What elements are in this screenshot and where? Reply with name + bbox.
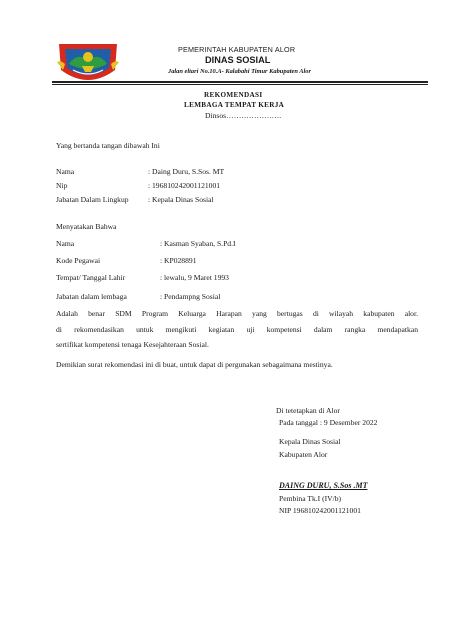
- signatory-name: DAING DURU, S.Sos .MT: [279, 481, 368, 490]
- intro-text: Yang bertanda tangan dibawah Ini: [56, 141, 160, 150]
- subject-position-value: : Pendampng Sosial: [160, 292, 221, 301]
- statement-text: Menyatakan Bahwa: [56, 222, 117, 231]
- closing-text: Demikian surat rekomendasi ini di buat, untuk dapat di pergunakan sebagaimana mestinya.: [56, 360, 333, 369]
- subject-position-label: Jabatan dalam lembaga: [56, 292, 127, 301]
- government-name: PEMERINTAH KABUPATEN ALOR: [178, 45, 296, 54]
- subject-name-value: : Kasman Syaban, S.Pd.I: [160, 239, 236, 248]
- signer-nip-value: : 196810242001121001: [148, 181, 221, 190]
- subject-code-value: : KP028891: [160, 256, 197, 265]
- signer-position-label: Jabatan Dalam Lingkup: [56, 195, 129, 204]
- signer-name-value: : Daing Duru, S.Sos. MT: [148, 167, 225, 176]
- signatory-nip: NIP 196810242001121001: [279, 506, 361, 515]
- signer-position-value: : Kepala Dinas Sosial: [148, 195, 214, 204]
- letterhead-rule-thick: [52, 81, 428, 83]
- letter-title: REKOMENDASI: [204, 91, 263, 99]
- signatory-rank: Pembina Tk.I (IV/b): [279, 494, 342, 503]
- signer-name-label: Nama: [56, 167, 75, 176]
- letter-reference: Dinsos………………….: [205, 111, 282, 120]
- paragraph-line-1: Adalah benar SDM Program Keluarga Harapan yang bertugas di wilayah kabupaten alor.: [56, 309, 418, 318]
- signer-title-line-1: Kepala Dinas Sosial: [279, 437, 341, 446]
- issue-date: Pada tanggal : 9 Desember 2022: [279, 418, 378, 427]
- paragraph-line-3: sertifikat kompetensi tenaga Kesejahteraan Sosial.: [56, 340, 209, 349]
- agency-name: DINAS SOSIAL: [205, 55, 271, 65]
- letterhead-rule-thin: [52, 84, 428, 85]
- signer-nip-label: Nip: [56, 181, 68, 190]
- signer-title-line-2: Kabupaten Alor: [279, 450, 328, 459]
- subject-code-label: Kode Pegawai: [56, 256, 101, 265]
- paragraph-line-2: di rekomendasikan untuk mengikuti kegiatan uji kompetensi dalam rangka mendapatkan: [56, 325, 418, 334]
- alor-regency-logo: [55, 40, 121, 86]
- subject-name-label: Nama: [56, 239, 75, 248]
- subject-birth-label: Tempat/ Tanggal Lahir: [56, 273, 126, 282]
- subject-birth-value: : lewalu, 9 Maret 1993: [160, 273, 229, 282]
- issue-place: Di tetetapkan di Alor: [276, 406, 340, 415]
- letter-subtitle: LEMBAGA TEMPAT KERJA: [184, 101, 285, 109]
- agency-address: Jalan eltari No.10.A- Kalabahi Timur Kabupaten Alor: [168, 68, 311, 75]
